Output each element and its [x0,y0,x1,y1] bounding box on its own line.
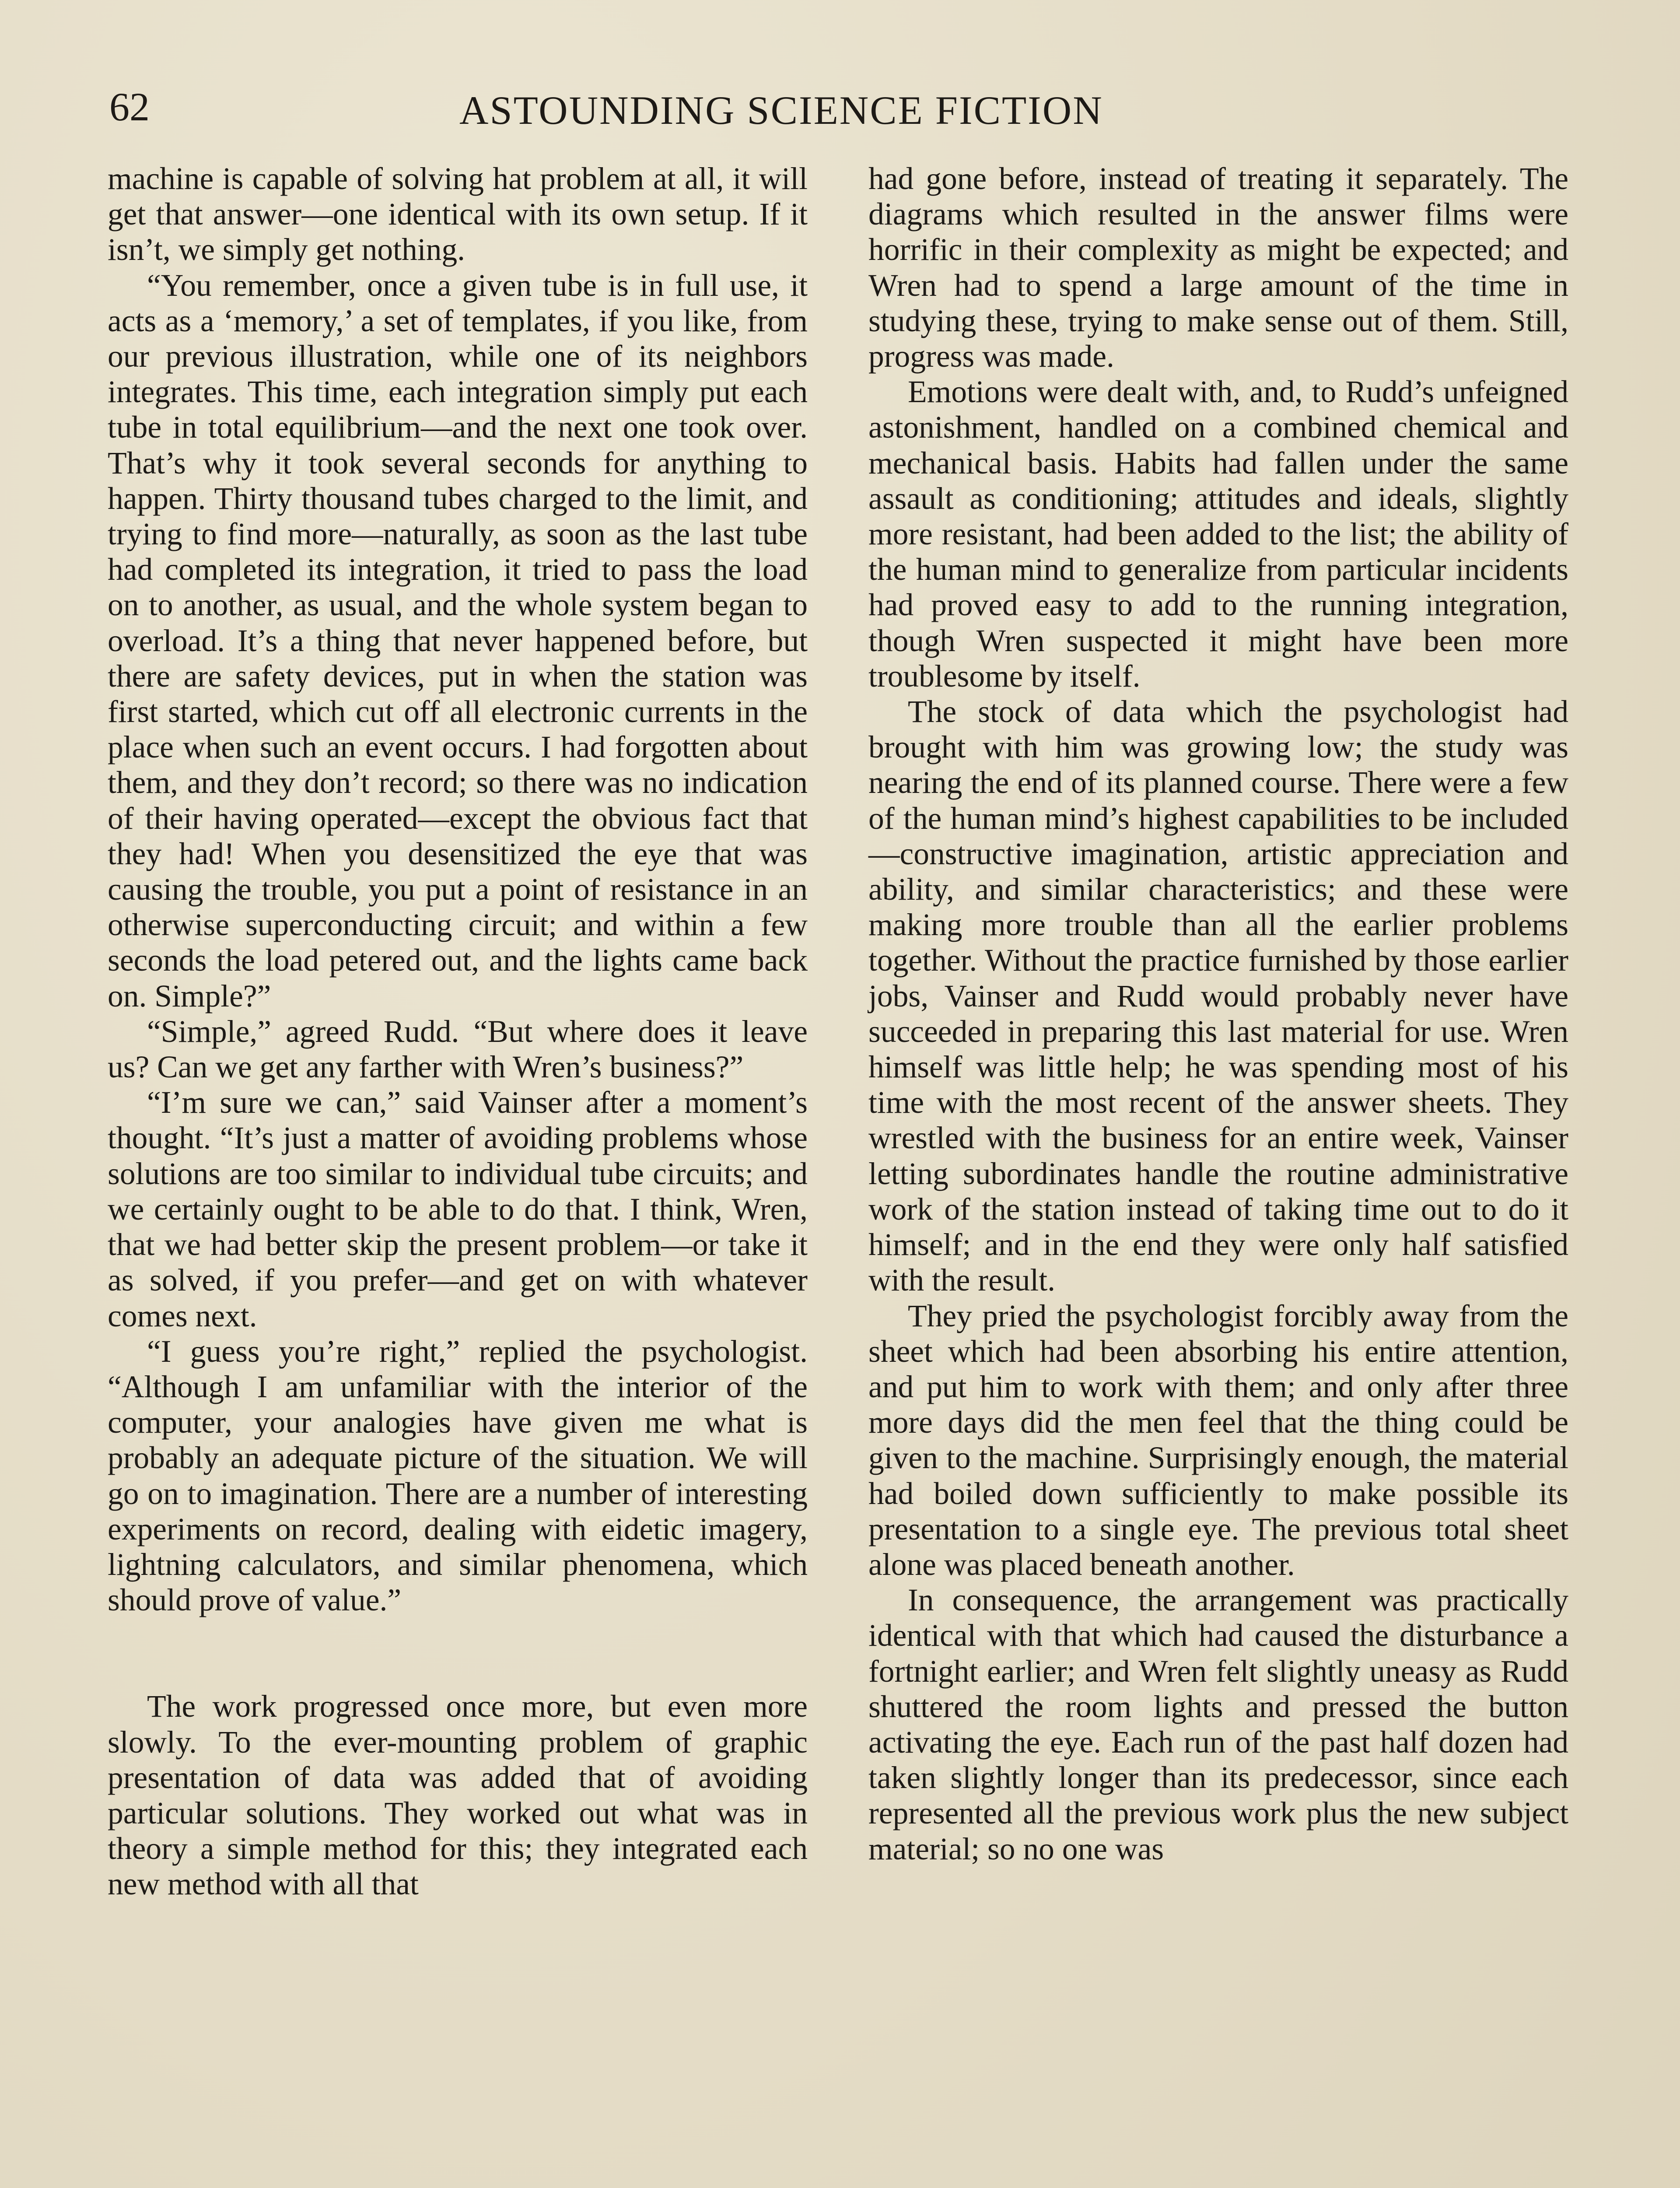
paragraph: “I’m sure we can,” said Vainser after a moment’s thought. “It’s just a matter of avoiding problems whose solutions are too similar to individual tube circuits; and we certainly ought to be able to do that. I think, Wren, that we had better skip the present problem—or take it as solved, if you prefer—and get on with whatever comes next. [108,1085,808,1333]
paragraph: They pried the psychologist forcibly away from the sheet which had been absorbing his entire attention, and put him to work with them; and only after three more days did the men feel that the thing could be given to the machine. Surprisingly enough, the material had boiled down sufficiently to make possible its presentation to a single eye. The previous total sheet alone was placed beneath another. [868,1298,1568,1582]
right-column [868,161,1568,1867]
paragraph: “Simple,” agreed Rudd. “But where does it leave us? Can we get any farther with Wren’s business?” [108,1014,808,1085]
paragraph: machine is capable of solving hat problem at all, it will get that answer—one identical with its own setup. If it isn’t, we simply get nothing. [108,161,808,267]
paragraph: had gone before, instead of treating it separately. The diagrams which resulted in the answer films were horrific in their complexity as might be expected; and Wren had to spend a large amount of the time in studying these, trying to make sense out of them. Still, progress was made. [868,161,1568,374]
left-column [108,161,808,1902]
paragraph: The work progressed once more, but even more slowly. To the ever-mounting problem of graphic presentation of data was added that of avoiding particular solutions. They worked out what was in theory a simple method for this; they integrated each new method with all that [108,1689,808,1902]
paragraph: The stock of data which the psychologist had brought with him was growing low; the study was nearing the end of its planned course. There were a few of the human mind’s highest capabilities to be included—constructive imagination, artistic appreciation and ability, and similar characteristics; and these were making more trouble than all the earlier problems together. Without the practice furnished by those earlier jobs, Vainser and Rudd would probably never have succeeded in preparing this last material for use. Wren himself was little help; he was spending most of his time with the most recent of the answer sheets. They wrestled with the business for an entire week, Vainser letting subordinates handle the routine administrative work of the station instead of taking time out to do it himself; and in the end they were only half satisfied with the result. [868,694,1568,1298]
paragraph: Emotions were dealt with, and, to Rudd’s unfeigned astonishment, handled on a combined chemical and mechanical basis. Habits had fallen under the same assault as conditioning; attitudes and ideals, slightly more resistant, had been added to the list; the ability of the human mind to generalize from particular incidents had proved easy to add to the running integration, though Wren suspected it might have been more troublesome by itself. [868,375,1568,694]
paragraph: “You remember, once a given tube is in full use, it acts as a ‘memory,’ a set of templates, if you like, from our previous illustration, while one of its neighbors integrates. This time, each integration simply put each tube in total equilibrium—and the next one took over. That’s why it took several seconds for anything to happen. Thirty thousand tubes charged to the limit, and trying to find more—naturally, as soon as the last tube had completed its integration, it tried to pass the load on to another, as usual, and the whole system began to overload. It’s a thing that never happened before, but there are safety devices, put in when the station was first started, which cut off all electronic currents in the place when such an event occurs. I had forgotten about them, and they don’t record; so there was no indication of their having operated—except the obvious fact that they had! When you desensitized the eye that was causing the trouble, you put a point of resistance in an otherwise superconducting circuit; and within a few seconds the load petered out, and the lights came back on. Simple?” [108,268,808,1013]
running-head-title: ASTOUNDING SCIENCE FICTION [459,88,1103,133]
page-number: 62 [109,84,150,129]
paragraph: In consequence, the arrangement was practically identical with that which had caused the disturbance a fortnight earlier; and Wren felt slightly uneasy as Rudd shuttered the room lights and pressed the button activating the eye. Each run of the past half dozen had taken slightly longer than its predecessor, since each represented all the previous work plus the new subject material; so no one was [868,1583,1568,1866]
paragraph: “I guess you’re right,” replied the psychologist. “Although I am unfamiliar with the interior of the computer, your analogies have given me what is probably an adequate picture of the situation. We will go on to imagination. There are a number of interesting experiments on record, dealing with eidetic imagery, lightning calculators, and similar phenomena, which should prove of value.” [108,1334,808,1618]
